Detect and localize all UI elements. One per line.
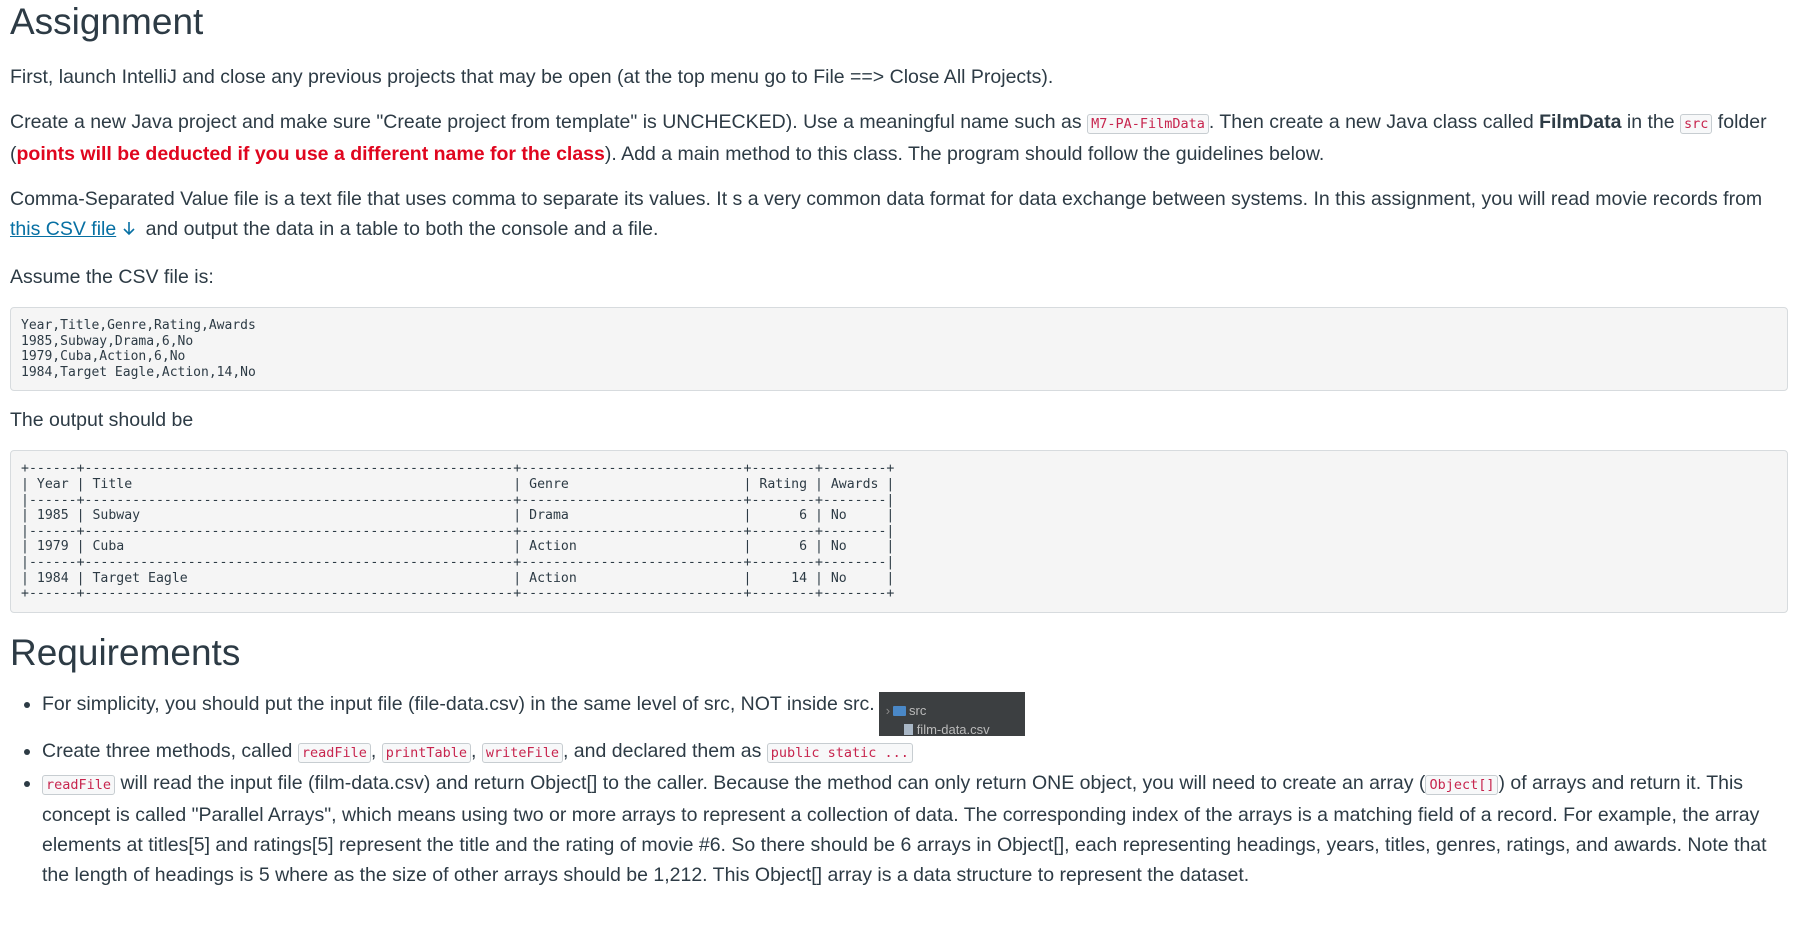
text-segment: folder ( <box>10 111 1767 166</box>
text-segment: will read the input file (film-data.csv) and return Object[] to the caller. Because the method can only return ONE object, you will need to create an array ( <box>115 772 1426 795</box>
text-segment: Create a new Java project and make sure "Create project from template" is UNCHECKED). Use a meaningful name such as <box>10 111 1088 134</box>
method-printtable-code: printTable <box>382 743 471 763</box>
text-segment: ) of arrays and return it. This concept is called "Parallel Arrays", which means using two or more arrays to represent a collection of data. The corresponding index of the arrays is a matching field of a record. For example, the array elements at titles[5] and ratings[5] represent the title and the rating of movie #6. So there should be 6 arrays in Object[], each representing headings, years, titles, genres, ratings, and awards. Note that the length of headings is 5 where as the size of other arrays should be 1,212. This Object[] array is a data structure to represent the dataset. <box>42 772 1767 887</box>
text-segment: Create three methods, called <box>42 740 298 763</box>
project-setup-paragraph <box>10 107 1788 169</box>
tree-folder-label: src <box>909 703 927 719</box>
method-readfile-code: readFile <box>298 743 371 763</box>
requirement-text: For simplicity, you should put the input file (file-data.csv) in the same level of src, NOT inside src. <box>42 693 875 716</box>
csv-code-block: Year,Title,Genre,Rating,Awards 1985,Subway,Drama,6,No 1979,Cuba,Action,6,No 1984,Target Eagle,Action,14,No <box>10 307 1788 391</box>
requirements-heading: Requirements <box>10 631 241 673</box>
chevron-right-icon: › <box>885 703 891 719</box>
deduction-warning: points will be deducted if you use a different name for the class <box>16 143 605 166</box>
text-segment: and output the data in a table to both the console and a file. <box>140 218 659 241</box>
project-name-code: M7-PA-FilmData <box>1087 114 1209 134</box>
csv-file-link[interactable]: this CSV file <box>10 218 117 241</box>
requirements-list <box>10 689 1788 890</box>
requirement-item <box>42 689 1788 736</box>
text-segment: Comma-Separated Value file is a text file that uses comma to separate its values. It s a very common data format for data exchange between systems. In this assignment, you will read movie records from <box>10 188 1763 211</box>
text-segment: , <box>470 740 482 763</box>
declaration-code: public static ... <box>767 743 913 763</box>
class-name: FilmData <box>1539 111 1622 134</box>
output-table-block: +------+------------------------------------------------------+----------------------------+--------+--------+ | Year | Title | Genre | Rating | Awards | |------+------------------------------------------------------+----------------------------+--------+--------| | 1985 | Subway | Drama | 6 | No | |------+------------------------------------------------------+----------------------------+--------+--------| | 1979 | Cuba | Action | 6 | No | |------+------------------------------------------------------+----------------------------+--------+--------| | 1984 | Target Eagle | Action | 14 | No | +------+------------------------------------------------------+----------------------------+--------+--------+ <box>10 450 1788 612</box>
tree-file-row <box>904 715 990 745</box>
download-icon[interactable] <box>120 217 140 247</box>
output-label: The output should be <box>10 409 194 432</box>
file-icon <box>904 724 913 735</box>
text-segment: , <box>370 740 382 763</box>
text-segment: ). Add a main method to this class. The program should follow the guidelines below. <box>604 143 1325 166</box>
tree-file-label: film-data.csv <box>916 722 990 738</box>
assume-csv-paragraph: Assume the CSV file is: <box>10 266 214 289</box>
text-segment: . Then create a new Java class called <box>1208 111 1540 134</box>
intro-paragraph: First, launch IntelliJ and close any previous projects that may be open (at the top menu go to File ==> Close All Projects). <box>10 66 1054 89</box>
project-tree-screenshot <box>879 692 1025 736</box>
assignment-heading: Assignment <box>10 1 204 42</box>
method-readfile-code: readFile <box>42 775 115 795</box>
text-segment: , and declared them as <box>562 740 767 763</box>
csv-description-paragraph <box>10 184 1788 247</box>
src-folder-code: src <box>1680 114 1712 134</box>
text-segment: in the <box>1621 111 1680 134</box>
requirement-item <box>42 768 1788 890</box>
method-writefile-code: writeFile <box>482 743 563 763</box>
object-array-code: Object[] <box>1425 775 1498 795</box>
